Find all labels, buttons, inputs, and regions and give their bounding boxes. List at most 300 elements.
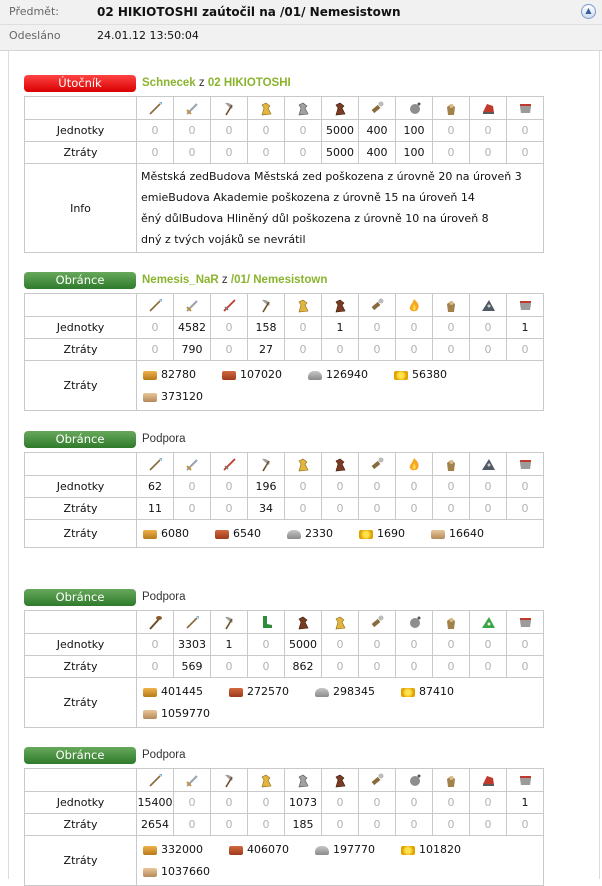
attacker-tag: Útočník [24,75,136,92]
food-icon [143,710,157,719]
unit-count-cell: 0 [396,476,433,498]
unit-count-cell: 0 [322,792,359,814]
unit-count-cell: 11 [137,498,174,520]
noble-icon [507,97,544,120]
fire-icon [396,294,433,317]
resources-label: Ztráty [25,361,137,411]
archer-elf-icon [470,611,507,634]
unit-count-cell: 0 [507,476,544,498]
resources-label: Ztráty [25,520,137,548]
defender-tag: Obránce [24,747,136,764]
support-label: Podpora [142,591,186,603]
spear-icon [137,294,174,317]
horse-icon [285,611,322,634]
sent-value: 24.01.12 13:50:04 [97,29,199,42]
sword-icon [174,97,211,120]
unit-count-cell: 0 [137,656,174,678]
resource-item [143,523,215,545]
ram-icon [359,611,396,634]
resource-value: 101820 [419,843,461,856]
clay-icon [222,371,236,380]
attacker-sep: z [198,77,205,89]
collapse-icon[interactable]: ▲ [581,4,596,19]
unit-count-cell: 62 [137,476,174,498]
wood-icon [143,688,157,697]
unit-count-cell: 0 [322,814,359,836]
gold-icon [359,530,373,539]
icon-row [25,294,544,317]
info-label: Info [25,164,137,253]
unit-count-cell: 0 [322,339,359,361]
clay-icon [229,846,243,855]
unit-count-cell: 0 [470,814,507,836]
losses-row [25,656,544,678]
unit-count-cell: 400 [359,120,396,142]
unit-count-cell: 0 [248,120,285,142]
unit-count-cell: 0 [359,792,396,814]
unit-count-cell: 0 [211,792,248,814]
resource-value: 6080 [161,527,189,540]
unit-count-cell: 0 [470,634,507,656]
wood-icon [143,846,157,855]
fire-icon [396,453,433,476]
food-icon [143,868,157,877]
info-line: ěný důlBudova Hliněný důl poškozena z úrovně 10 na úroveň 8 [141,212,489,225]
food-icon [431,530,445,539]
unit-count-cell: 0 [433,656,470,678]
subject-label: Předmět: [9,5,59,18]
paladin-icon [470,769,507,792]
noble-icon [507,453,544,476]
unit-count-cell: 0 [285,476,322,498]
support-title [142,589,185,606]
resource-item [143,364,222,386]
spy-icon [433,611,470,634]
unit-count-cell: 0 [507,142,544,164]
unit-count-cell: 0 [396,498,433,520]
unit-count-cell: 0 [359,634,396,656]
resource-item [215,523,287,545]
resource-value: 272570 [247,685,289,698]
units-label: Jednotky [25,476,137,498]
unit-count-cell: 100 [396,142,433,164]
ram-icon [359,294,396,317]
unit-count-cell: 196 [248,476,285,498]
resource-item [143,681,229,703]
resource-item [229,681,315,703]
unit-count-cell: 0 [507,634,544,656]
sword-icon [174,453,211,476]
resources-row [25,678,544,728]
unit-count-cell: 34 [248,498,285,520]
unit-count-cell: 0 [211,142,248,164]
archer-icon [211,453,248,476]
unit-count-cell: 862 [285,656,322,678]
resources-row [25,361,544,411]
unit-count-cell: 0 [433,792,470,814]
resource-item [401,839,487,861]
support-table [24,768,544,886]
resource-value: 197770 [333,843,375,856]
unit-count-cell: 0 [507,498,544,520]
unit-count-cell: 0 [248,634,285,656]
icon-row [25,769,544,792]
unit-count-cell: 0 [322,634,359,656]
paladin-icon [470,97,507,120]
unit-count-cell: 0 [285,120,322,142]
units-label: Jednotky [25,634,137,656]
resource-value: 298345 [333,685,375,698]
iron-icon [315,846,329,855]
unit-count-cell: 569 [174,656,211,678]
unit-count-cell: 0 [211,656,248,678]
resource-value: 1690 [377,527,405,540]
gold-icon [401,846,415,855]
catapult-icon [396,97,433,120]
sword-icon [174,294,211,317]
defender-tag: Obránce [24,589,136,606]
unit-count-cell: 0 [396,317,433,339]
units-label: Jednotky [25,317,137,339]
unit-count-cell: 0 [470,656,507,678]
units-label: Jednotky [25,120,137,142]
unit-count-cell: 0 [322,476,359,498]
resource-item [143,703,236,725]
unit-count-cell: 2654 [137,814,174,836]
unit-count-cell: 0 [359,814,396,836]
resources-cell [137,836,544,886]
unit-count-cell: 0 [433,339,470,361]
resources-cell [137,361,544,411]
resources-row [25,836,544,886]
unit-count-cell: 0 [433,142,470,164]
unit-count-cell: 0 [137,339,174,361]
ram-icon [359,453,396,476]
axe-icon [211,769,248,792]
resource-item [308,364,394,386]
resource-item [359,523,431,545]
defender-title [142,272,327,289]
axe-icon [248,453,285,476]
wood-icon [143,530,157,539]
gold-icon [401,688,415,697]
unit-count-cell: 0 [322,656,359,678]
spy-icon [433,97,470,120]
spear-icon [137,453,174,476]
units-row [25,792,544,814]
unit-count-cell: 0 [470,792,507,814]
unit-count-cell: 0 [248,814,285,836]
support-title [142,747,185,764]
resource-item [143,839,229,861]
sent-row [0,24,602,48]
unit-count-cell: 0 [137,317,174,339]
attacker-player-link[interactable]: Schnecek [142,77,196,89]
clay-icon [215,530,229,539]
unit-count-cell: 0 [396,656,433,678]
defender-player-link[interactable]: Nemesis_NaR [142,274,219,286]
losses-row [25,339,544,361]
unit-count-cell: 5000 [322,120,359,142]
defender-sep: z [221,274,228,286]
unit-count-cell: 790 [174,339,211,361]
defender-tag: Obránce [24,431,136,448]
units-row [25,120,544,142]
light-cavalry-icon [248,97,285,120]
unit-count-cell: 0 [507,814,544,836]
unit-count-cell: 0 [433,634,470,656]
resource-value: 107020 [240,368,282,381]
resource-value: 16640 [449,527,484,540]
resource-value: 373120 [161,390,203,403]
unit-count-cell: 27 [248,339,285,361]
unit-count-cell: 0 [396,634,433,656]
unit-count-cell: 0 [211,476,248,498]
iron-icon [315,688,329,697]
unit-count-cell: 0 [174,792,211,814]
losses-label: Ztráty [25,142,137,164]
unit-count-cell: 0 [359,498,396,520]
unit-count-cell: 0 [470,120,507,142]
info-text [137,164,544,253]
wood-icon [143,371,157,380]
resource-item [287,523,359,545]
unit-count-cell: 400 [359,142,396,164]
defender-tag: Obránce [24,272,136,289]
icon-row [25,97,544,120]
support-table [24,610,544,728]
unit-count-cell: 0 [359,317,396,339]
unit-count-cell: 0 [359,476,396,498]
spear-icon [137,97,174,120]
losses-label: Ztráty [25,339,137,361]
resources-cell [137,520,544,548]
unit-count-cell: 0 [285,317,322,339]
unit-count-cell: 0 [137,120,174,142]
light-cavalry-icon [322,611,359,634]
unit-count-cell: 0 [285,339,322,361]
resources-cell [137,678,544,728]
resource-item [143,861,236,883]
spear-icon [174,611,211,634]
unit-count-cell: 0 [396,792,433,814]
resource-item [222,364,308,386]
resource-value: 1059770 [161,707,210,720]
battle-report [8,51,600,879]
losses-label: Ztráty [25,498,137,520]
sword-icon [174,769,211,792]
resource-value: 56380 [412,368,447,381]
unit-count-cell: 0 [433,476,470,498]
resource-value: 1037660 [161,865,210,878]
losses-row [25,498,544,520]
unit-count-cell: 0 [248,142,285,164]
resource-value: 406070 [247,843,289,856]
ram-icon [359,769,396,792]
resource-value: 87410 [419,685,454,698]
unit-count-cell: 0 [174,498,211,520]
losses-row [25,814,544,836]
sent-label: Odesláno [9,29,61,42]
axe-icon [248,294,285,317]
unit-count-cell: 0 [248,792,285,814]
unit-count-cell: 0 [359,339,396,361]
resource-value: 126940 [326,368,368,381]
losses-label: Ztráty [25,656,137,678]
resource-value: 401445 [161,685,203,698]
unit-count-cell: 0 [433,317,470,339]
resource-value: 82780 [161,368,196,381]
unit-count-cell: 0 [470,317,507,339]
attacker-village-link[interactable]: 02 HIKIOTOSHI [207,77,291,89]
unit-count-cell: 5000 [285,634,322,656]
units-row [25,317,544,339]
unit-count-cell: 15400 [137,792,174,814]
unit-count-cell: 3303 [174,634,211,656]
unit-count-cell: 0 [137,634,174,656]
gold-icon [394,371,408,380]
unit-count-cell: 0 [433,814,470,836]
clay-icon [229,688,243,697]
unit-count-cell: 0 [285,142,322,164]
unit-count-cell: 0 [359,656,396,678]
resource-value: 332000 [161,843,203,856]
unit-count-cell: 158 [248,317,285,339]
info-row [25,164,544,253]
resource-item [143,386,229,408]
catapult-icon [396,611,433,634]
unit-count-cell: 0 [470,476,507,498]
unit-count-cell: 1 [322,317,359,339]
icon-row [25,611,544,634]
horse-icon [322,97,359,120]
subject-value: 02 HIKIOTOSHI zaútočil na /01/ Nemesistown [97,5,401,19]
losses-row [25,142,544,164]
support-label: Podpora [142,749,186,761]
archer-icon [211,294,248,317]
info-line: Městská zedBudova Městská zed poškozena z úrovně 20 na úroveň 3 [141,170,522,183]
unit-count-cell: 0 [174,120,211,142]
units-row [25,634,544,656]
mage-icon [470,294,507,317]
unit-count-cell: 0 [285,498,322,520]
unit-count-cell: 0 [507,656,544,678]
unit-count-cell: 0 [211,120,248,142]
info-line: emieBudova Akademie poškozena z úrovně 15 na úroveň 14 [141,191,475,204]
support-title [142,431,185,448]
iron-icon [308,371,322,380]
unit-count-cell: 1 [211,634,248,656]
subject-row [0,0,602,25]
resource-value: 6540 [233,527,261,540]
unit-count-cell: 0 [211,317,248,339]
unit-count-cell: 0 [433,498,470,520]
horse-icon [322,294,359,317]
boot-icon [248,611,285,634]
resource-item [431,523,510,545]
heavy-cavalry-icon [285,97,322,120]
unit-count-cell: 0 [433,120,470,142]
unit-count-cell: 0 [248,656,285,678]
resource-item [315,681,401,703]
unit-count-cell: 4582 [174,317,211,339]
unit-count-cell: 1 [507,317,544,339]
unit-count-cell: 0 [470,498,507,520]
unit-count-cell: 0 [211,339,248,361]
defender-village-link[interactable]: /01/ Nemesistown [230,274,328,286]
unit-count-cell: 0 [470,142,507,164]
horse-icon [322,453,359,476]
unit-count-cell: 0 [174,142,211,164]
unit-count-cell: 0 [137,142,174,164]
club-icon [137,611,174,634]
spy-icon [433,453,470,476]
light-cavalry-icon [248,769,285,792]
resource-item [315,839,401,861]
unit-count-cell: 0 [507,339,544,361]
noble-icon [507,294,544,317]
attacker-table [24,96,544,253]
attacker-title [142,75,291,92]
unit-count-cell: 0 [211,498,248,520]
horse-icon [322,769,359,792]
unit-count-cell: 0 [396,339,433,361]
resource-item [229,839,315,861]
unit-count-cell: 0 [174,814,211,836]
axe-icon [211,97,248,120]
resource-item [394,364,473,386]
unit-count-cell: 0 [507,120,544,142]
mage-icon [470,453,507,476]
resources-row [25,520,544,548]
unit-count-cell: 0 [322,498,359,520]
spy-icon [433,294,470,317]
unit-count-cell: 0 [211,814,248,836]
losses-label: Ztráty [25,814,137,836]
axe-icon [211,611,248,634]
icon-row [25,453,544,476]
noble-icon [507,611,544,634]
iron-icon [287,530,301,539]
unit-count-cell: 1 [507,792,544,814]
resources-label: Ztráty [25,678,137,728]
spear-icon [137,769,174,792]
message-header [0,0,602,51]
catapult-icon [396,769,433,792]
resource-value: 2330 [305,527,333,540]
unit-count-cell: 0 [470,339,507,361]
spy-icon [433,769,470,792]
light-cavalry-icon [285,294,322,317]
unit-count-cell: 100 [396,120,433,142]
units-label: Jednotky [25,792,137,814]
heavy-cavalry-icon [285,769,322,792]
ram-icon [359,97,396,120]
support-table [24,452,544,548]
unit-count-cell: 1073 [285,792,322,814]
noble-icon [507,769,544,792]
support-label: Podpora [142,433,186,445]
unit-count-cell: 5000 [322,142,359,164]
light-cavalry-icon [285,453,322,476]
info-line: dný z tvých vojáků se nevrátil [141,233,306,246]
resources-label: Ztráty [25,836,137,886]
unit-count-cell: 185 [285,814,322,836]
food-icon [143,393,157,402]
unit-count-cell: 0 [174,476,211,498]
unit-count-cell: 0 [396,814,433,836]
resource-item [401,681,480,703]
